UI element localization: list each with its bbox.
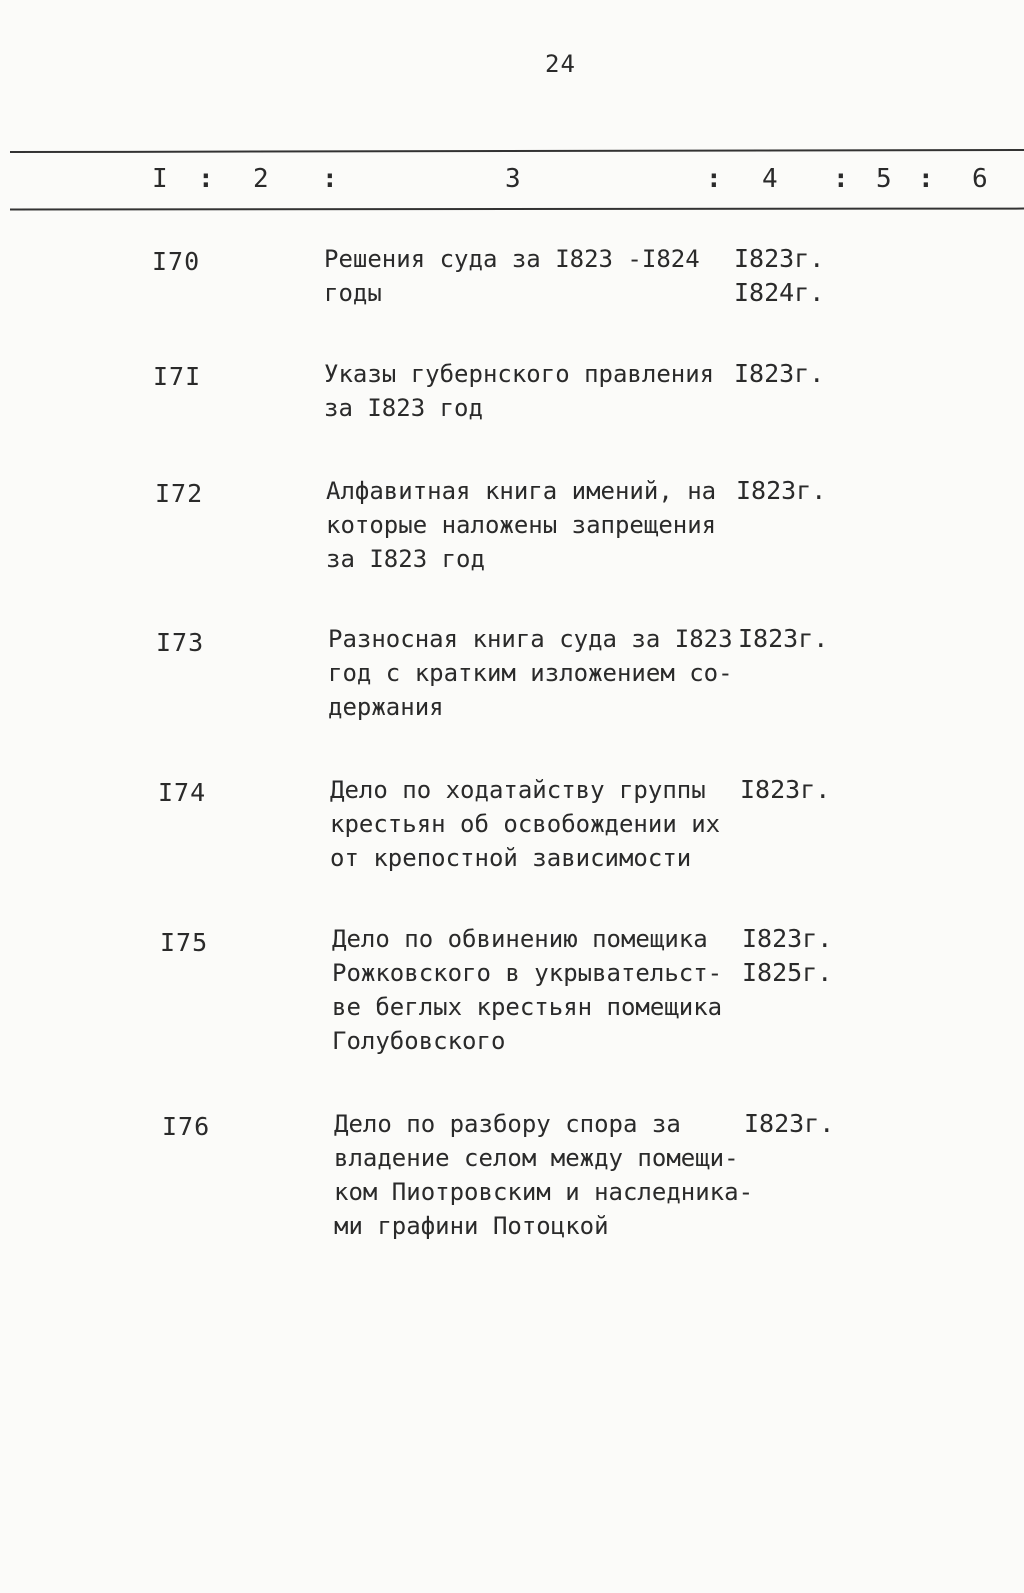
- entry-title-line: ми графини Потоцкой: [334, 1212, 609, 1240]
- entry-title: [324, 242, 744, 310]
- entry-title: [330, 773, 750, 875]
- column-separator: :: [833, 164, 849, 194]
- entry-title-line: Голубовского: [332, 1027, 506, 1055]
- column-separator: :: [706, 164, 722, 194]
- column-header-2: 2: [253, 164, 269, 194]
- entry-date: I823г.: [736, 476, 827, 505]
- column-separator: :: [198, 164, 214, 194]
- entry-dates: [744, 1107, 834, 1141]
- entry-date: I823г.: [740, 775, 831, 804]
- entry-number: I7I: [153, 362, 202, 391]
- entry-dates: [740, 773, 830, 807]
- entry-title-line: Разносная книга суда за I823: [328, 625, 733, 653]
- entry-title-line: Дело по разбору спора за: [334, 1110, 681, 1138]
- entry-title-line: держания: [328, 693, 444, 721]
- entry-number: I72: [155, 479, 204, 508]
- entry-title-line: год с кратким изложением со-: [328, 659, 733, 687]
- entry-dates: [738, 622, 828, 656]
- table-header-rule: [10, 208, 1024, 211]
- entry-date: I825г.: [742, 958, 833, 987]
- entry-title: [332, 922, 752, 1058]
- entry-number: I76: [162, 1112, 211, 1141]
- entry-number: I75: [160, 928, 209, 957]
- entry-title-line: Решения суда за I823 -I824: [324, 245, 700, 273]
- column-separator: :: [918, 164, 934, 194]
- column-header-1: I: [152, 164, 168, 194]
- entry-dates: [736, 474, 826, 508]
- entry-title-line: годы: [324, 279, 382, 307]
- entry-dates: [734, 242, 824, 310]
- column-header-6: 6: [972, 164, 988, 194]
- entry-date: I823г.: [734, 244, 825, 273]
- entry-date: I823г.: [742, 924, 833, 953]
- entry-title-line: Дело по ходатайству группы: [330, 776, 706, 804]
- entry-title-line: Указы губернского правления: [324, 360, 715, 388]
- entry-date: I823г.: [738, 624, 829, 653]
- entry-title-line: Рожковского в укрывательст-: [332, 959, 723, 987]
- entry-date: I823г.: [734, 359, 825, 388]
- entry-title-line: за I823 год: [324, 394, 483, 422]
- column-header-4: 4: [762, 164, 778, 194]
- entry-number: I74: [158, 778, 207, 807]
- entry-title-line: за I823 год: [326, 545, 485, 573]
- entry-title-line: владение селом между помещи-: [334, 1144, 739, 1172]
- column-header-5: 5: [876, 164, 892, 194]
- entry-title-line: которые наложены запрещения: [326, 511, 717, 539]
- entry-title: [328, 622, 748, 724]
- entry-title-line: ве беглых крестьян помещика: [332, 993, 723, 1021]
- entry-date: I824г.: [734, 278, 825, 307]
- entry-title-line: от крепостной зависимости: [330, 844, 692, 872]
- column-separator: :: [322, 164, 338, 194]
- entry-title: [334, 1107, 754, 1243]
- column-header-3: 3: [505, 164, 521, 194]
- page-number: 24: [545, 50, 576, 78]
- entry-number: I73: [156, 628, 205, 657]
- entry-title: [324, 357, 744, 425]
- entry-dates: [734, 357, 824, 391]
- entry-title-line: Алфавитная книга имений, на: [326, 477, 717, 505]
- entry-dates: [742, 922, 832, 990]
- entry-title-line: Дело по обвинению помещика: [332, 925, 708, 953]
- entry-title-line: ком Пиотровским и наследника-: [334, 1178, 754, 1206]
- entry-title: [326, 474, 746, 576]
- entry-date: I823г.: [744, 1109, 835, 1138]
- table-top-rule: [10, 149, 1024, 153]
- entry-number: I70: [152, 247, 201, 276]
- entry-title-line: крестьян об освобождении их: [330, 810, 721, 838]
